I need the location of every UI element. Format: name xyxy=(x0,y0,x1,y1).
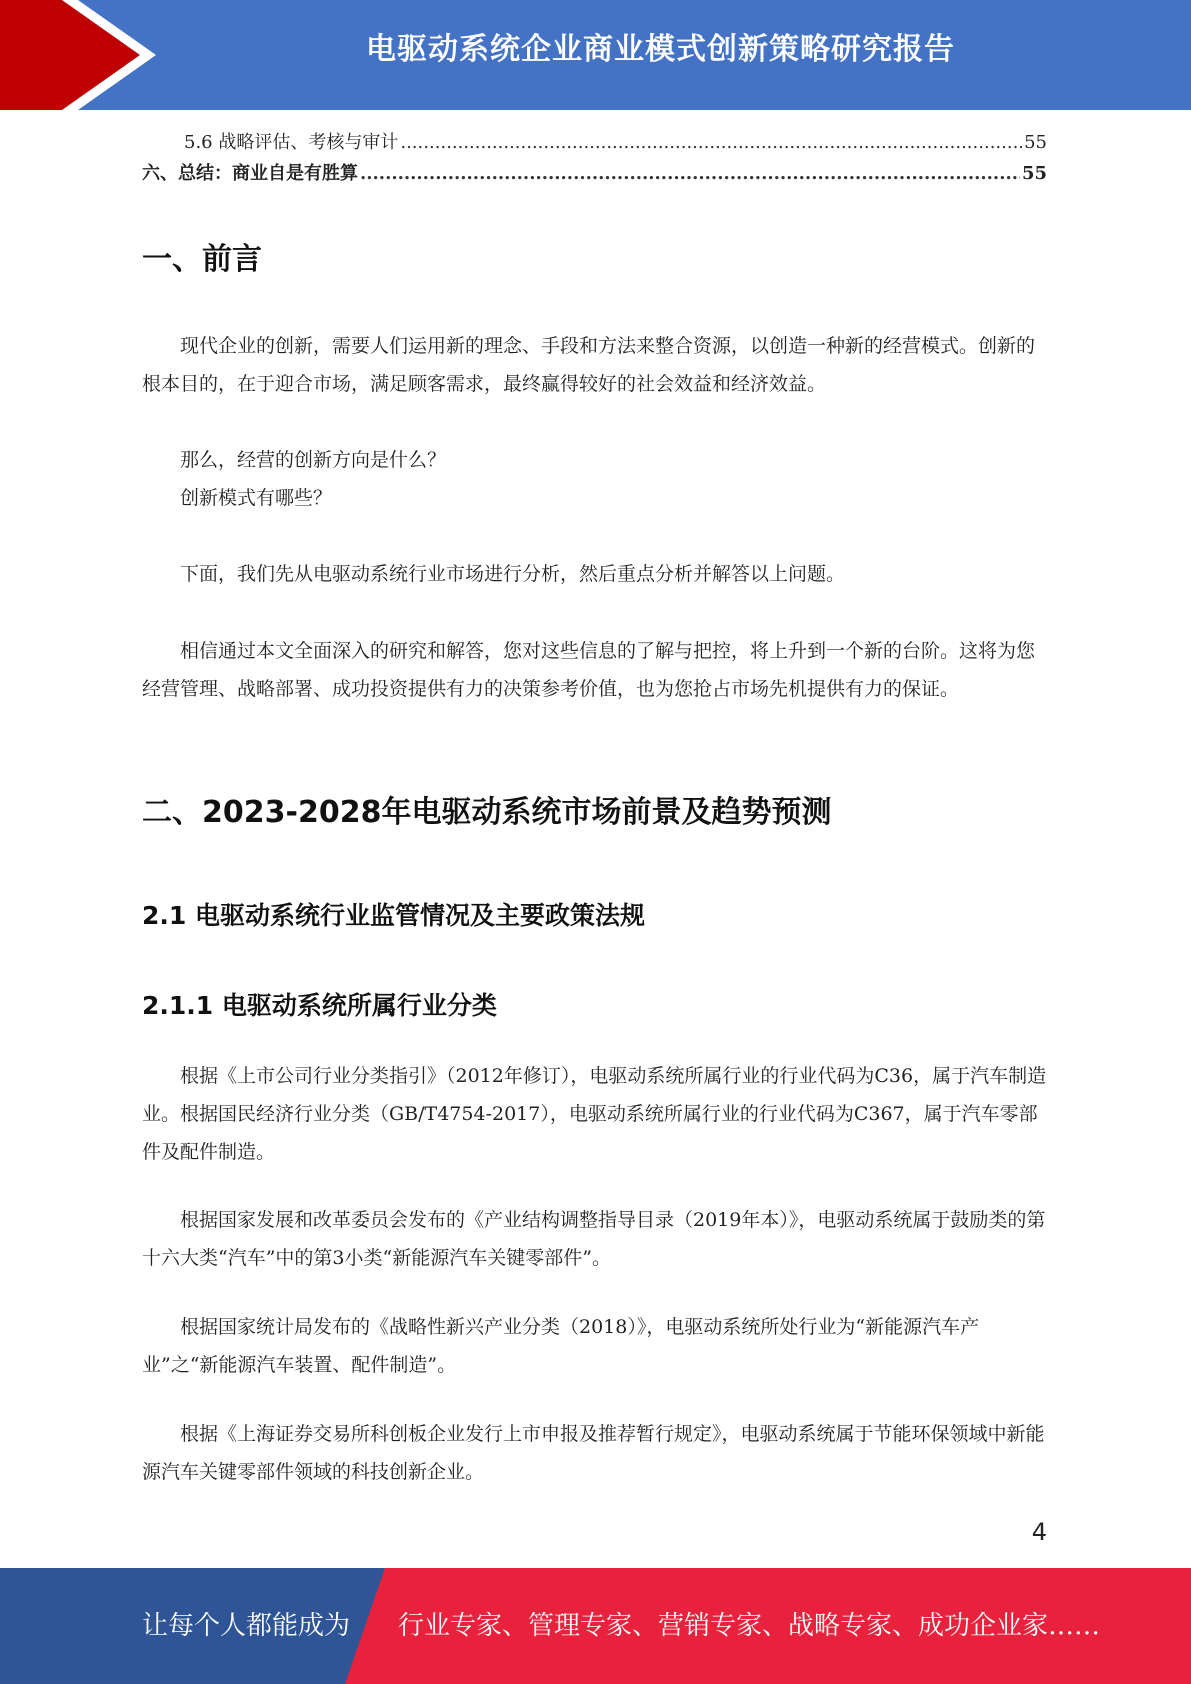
page-number: 4 xyxy=(1031,1518,1047,1546)
footer-slogan-left: 让每个人都能成为 xyxy=(142,1611,351,1641)
paragraph: 下面，我们先从电驱动系统行业市场进行分析，然后重点分析并解答以上问题。 xyxy=(180,563,846,585)
header-chevron-shape xyxy=(0,0,160,110)
paragraph: 现代企业的创新，需要人们运用新的理念、手段和方法来整合资源，以创造一种新的经营模式。创新的根本目的，在于迎合市场，满足顾客需求，最终赢得较好的社会效益和经济效益。 xyxy=(142,335,1036,395)
toc-entry-page: 55 xyxy=(1024,132,1047,153)
question-line: 那么，经营的创新方向是什么？ xyxy=(180,449,447,471)
section-heading-preface: 一、前言 xyxy=(142,242,262,277)
paragraph: 根据《上市公司行业分类指引》（2012年修订），电驱动系统所属行业的行业代码为C36，属于汽车制造业。根据国民经济行业分类（GB/T4754-2017），电驱动系统所属行业的行业代码为C367，属于汽车零部件及配件制造。 xyxy=(142,1065,1047,1163)
toc-entry-label: 5.6 战略评估、考核与审计 xyxy=(184,132,399,153)
toc-entry-label: 六、总结：商业自是有胜算 xyxy=(142,163,358,184)
paragraph: 根据国家统计局发布的《战略性新兴产业分类（2018）》，电驱动系统所处行业为“新能源汽车产业”之“新能源汽车装置、配件制造”。 xyxy=(142,1316,980,1376)
question-line: 创新模式有哪些？ xyxy=(180,487,333,509)
document-title: 电驱动系统企业商业模式创新策略研究报告 xyxy=(366,32,955,67)
toc-entry-page: 55 xyxy=(1021,163,1047,184)
toc-leader-dots xyxy=(400,132,1022,153)
toc-entry[interactable] xyxy=(142,128,1047,159)
section-heading-forecast: 二、2023-2028年电驱动系统市场前景及趋势预测 xyxy=(142,795,832,830)
subsection-heading: 2.1 电驱动系统行业监管情况及主要政策法规 xyxy=(142,901,645,930)
toc-entry[interactable] xyxy=(142,159,1047,190)
footer-slogan-right: 行业专家、管理专家、营销专家、战略专家、成功企业家…… xyxy=(398,1611,1101,1641)
toc-leader-dots xyxy=(360,163,1020,184)
paragraph: 根据《上海证券交易所科创板企业发行上市申报及推荐暂行规定》，电驱动系统属于节能环保领域中新能源汽车关键零部件领域的科技创新企业。 xyxy=(142,1423,1045,1483)
paragraph: 相信通过本文全面深入的研究和解答，您对这些信息的了解与把控，将上升到一个新的台阶。这将为您经营管理、战略部署、成功投资提供有力的决策参考价值，也为您抢占市场先机提供有力的保证。 xyxy=(142,640,1036,700)
table-of-contents xyxy=(142,128,1047,190)
footer-bar xyxy=(0,1568,1191,1684)
paragraph: 根据国家发展和改革委员会发布的《产业结构调整指导目录（2019年本）》，电驱动系统属于鼓励类的第十六大类“汽车”中的第3小类“新能源汽车关键零部件”。 xyxy=(142,1209,1046,1269)
subsection-heading: 2.1.1 电驱动系统所属行业分类 xyxy=(142,991,497,1020)
header-bar xyxy=(0,0,1191,110)
